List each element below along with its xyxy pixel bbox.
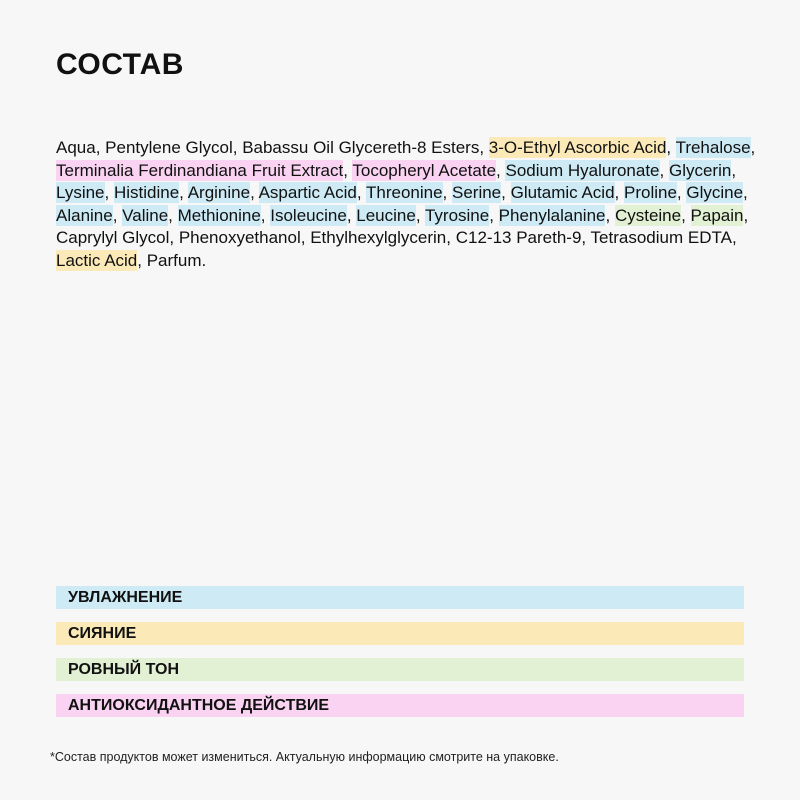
legend-item-antioxidant: АНТИОКСИДАНТНОЕ ДЕЙСТВИЕ <box>56 694 744 717</box>
ingredient: Phenoxyethanol <box>178 228 301 248</box>
legend-item-even-tone: РОВНЫЙ ТОН <box>56 658 744 681</box>
ingredient: Lysine <box>56 183 105 203</box>
ingredient: Isoleucine <box>270 205 347 225</box>
ingredient: Methionine <box>177 205 261 225</box>
ingredient: Glycerin <box>668 160 732 180</box>
ingredient: Alanine <box>56 205 113 225</box>
ingredient: Cysteine <box>614 205 682 225</box>
ingredient: Sodium Hyaluronate <box>505 160 660 180</box>
legend <box>56 586 744 730</box>
ingredient: Ethylhexylglycerin <box>310 228 447 248</box>
ingredient: Trehalose <box>675 138 751 157</box>
ingredient: Aspartic Acid <box>258 183 357 203</box>
ingredient: Glutamic Acid <box>510 183 615 203</box>
ingredient: Threonine <box>365 183 443 203</box>
legend-item-moisturizing: УВЛАЖНЕНИЕ <box>56 586 744 609</box>
ingredient: Tocopheryl Acetate <box>352 160 497 180</box>
ingredient: Babassu Oil Glycereth-8 Esters <box>242 138 480 157</box>
ingredient: Valine <box>122 205 169 225</box>
ingredient: Tyrosine <box>424 205 490 225</box>
ingredient: Arginine <box>187 183 251 203</box>
ingredient: Tetrasodium EDTA <box>590 228 732 248</box>
ingredient: Terminalia Ferdinandiana Fruit Extract <box>56 160 344 180</box>
footnote: *Состав продуктов может измениться. Актуальную информацию смотрите на упаковке. <box>50 750 559 764</box>
ingredient: Aqua <box>56 138 96 157</box>
ingredient: 3-O-Ethyl Ascorbic Acid <box>488 138 667 157</box>
ingredient: Leucine <box>356 205 416 225</box>
ingredient: Lactic Acid <box>56 250 138 270</box>
ingredients-list: Aqua, Pentylene Glycol, Babassu Oil Glycereth-8 Esters, 3-O-Ethyl Ascorbic Acid, Trehalose, Terminalia Ferdinandiana Fruit Extract, Tocopheryl Acetate, Sodium Hyaluronate, Glycerin, Lysine, Histidine, Arginine, Aspartic Acid, Threonine, Serine, Glutamic Acid, Proline, Glycine, Alanine, Valine, Methionine, Isoleucine, Leucine, Tyrosine, Phenylalanine, Cysteine, Papain, Caprylyl Glycol, Phenoxyethanol, Ethylhexylglycerin, C12-13 Pareth-9, Tetrasodium EDTA, Lactic Acid, Parfum. <box>56 138 756 270</box>
ingredient: Caprylyl Glycol <box>56 228 170 248</box>
ingredient: C12-13 Pareth-9 <box>455 228 582 248</box>
ingredient: Proline <box>623 183 677 203</box>
ingredient: Phenylalanine <box>498 205 606 225</box>
ingredient: Pentylene Glycol <box>105 138 233 157</box>
legend-item-radiance: СИЯНИЕ <box>56 622 744 645</box>
ingredient: Parfum <box>146 250 202 270</box>
page-title: СОСТАВ <box>56 48 184 81</box>
ingredient: Serine <box>452 183 502 203</box>
ingredient: Glycine <box>686 183 744 203</box>
ingredient: Papain <box>690 205 744 225</box>
ingredient: Histidine <box>113 183 180 203</box>
